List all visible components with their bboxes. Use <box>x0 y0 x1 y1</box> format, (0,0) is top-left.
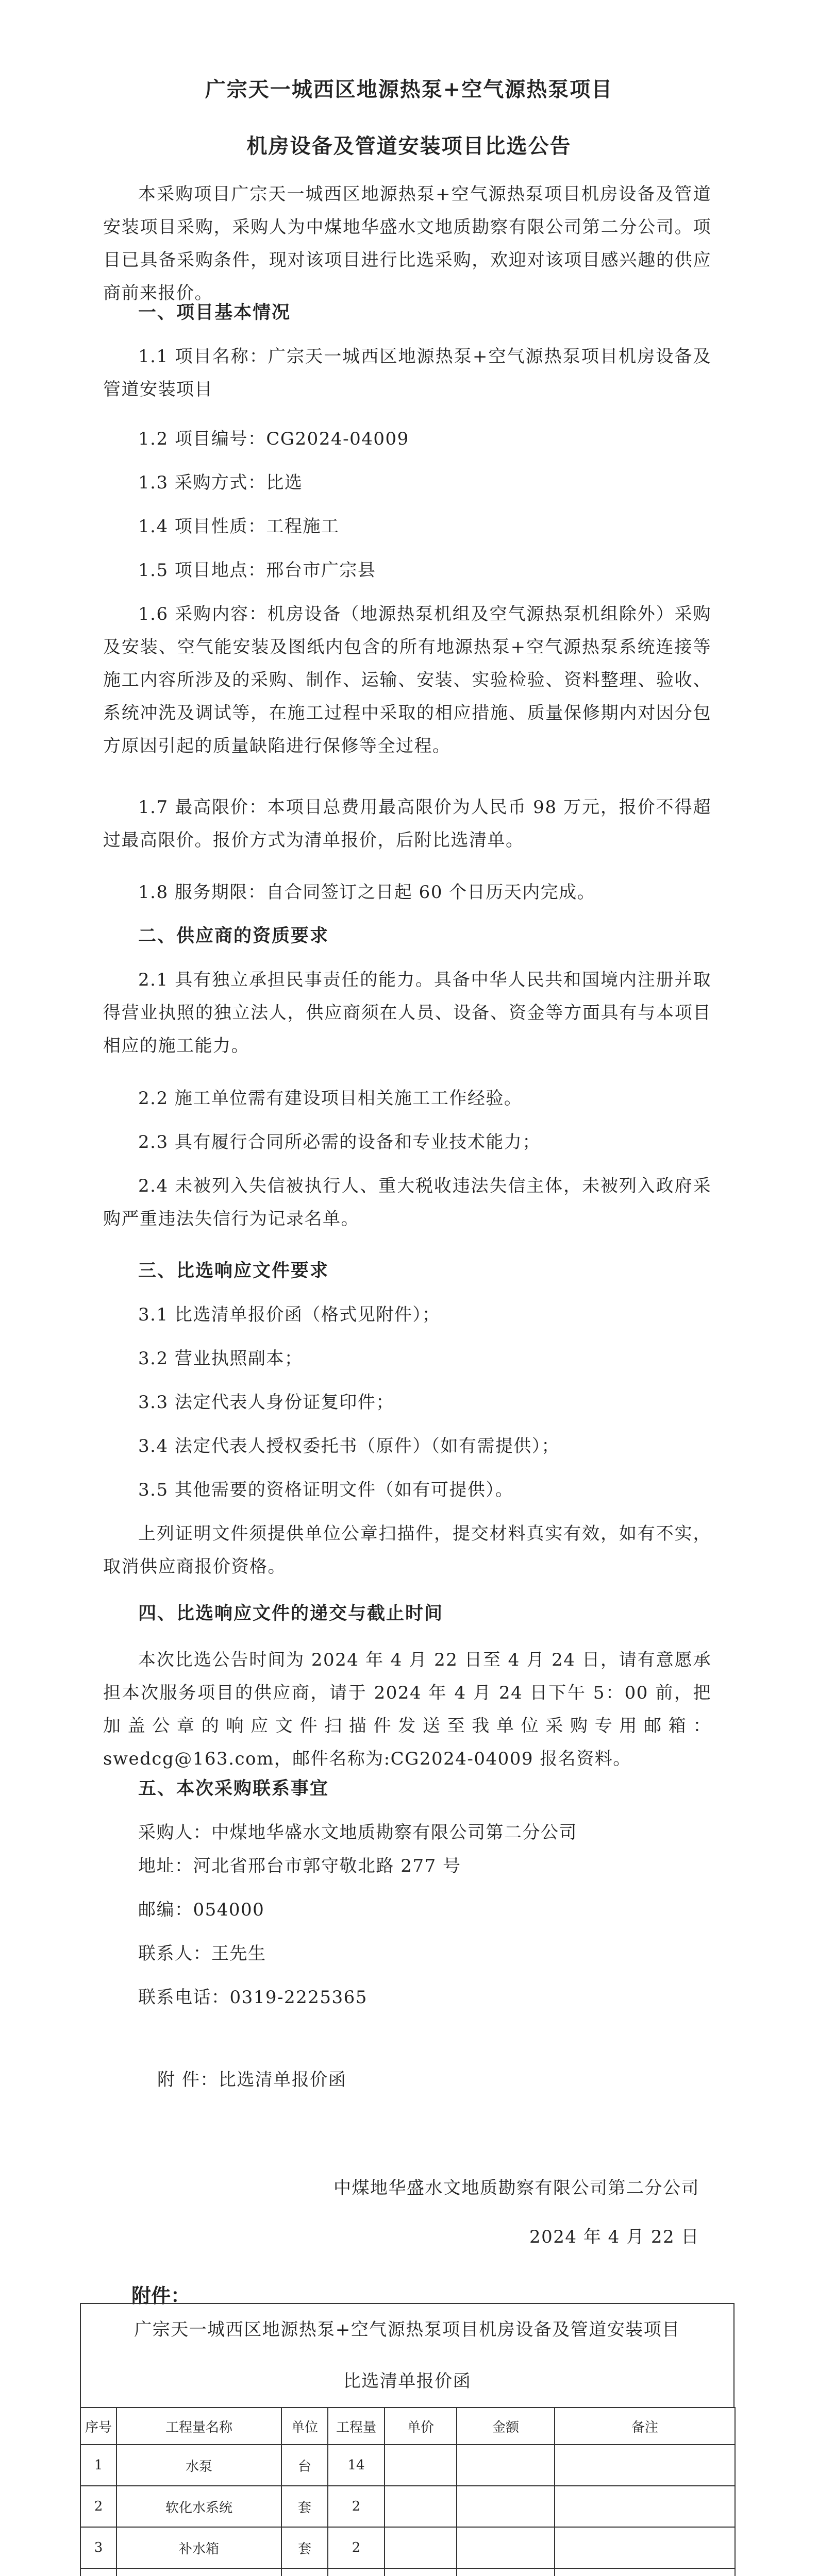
s3-item4: 3.4 法定代表人授权委托书（原件）（如有需提供）； <box>138 1436 560 1456</box>
table-cell: 水泵 <box>116 2445 281 2486</box>
attachment-label: 附件： <box>131 2284 191 2307</box>
s1-item7: 1.7 最高限价：本项目总费用最高限价为人民币 98 万元，报价不得超过最高限价。报价方式为清单报价，后附比选清单。 <box>103 797 711 851</box>
signature-company: 中煤地华盛水文地质勘察有限公司第二分公司 <box>333 2178 699 2198</box>
table-cell <box>457 2527 555 2568</box>
table-cell <box>555 2527 735 2568</box>
s1-item5: 1.5 项目地点：邢台市广宗县 <box>138 560 376 581</box>
s1-item1: 1.1 项目名称：广宗天一城西区地源热泵+空气源热泵项目机房设备及管道安装项目 <box>103 346 711 400</box>
table-cell <box>385 2568 457 2576</box>
s2-item2: 2.2 施工单位需有建设项目相关施工工作经验。 <box>138 1088 523 1109</box>
table-cell: 台 <box>281 2445 328 2486</box>
signature-date: 2024 年 4 月 22 日 <box>529 2227 699 2247</box>
table-cell: 3 <box>80 2527 116 2568</box>
quote-table-header-cell: 单位 <box>281 2408 328 2445</box>
quote-table-container <box>80 2303 734 2576</box>
section3-heading: 三、比选响应文件要求 <box>138 1260 329 1281</box>
quote-table-caption-line2: 比选清单报价函 <box>343 2371 472 2392</box>
s1-item4: 1.4 项目性质：工程施工 <box>138 516 340 537</box>
s5-buyer: 采购人：中煤地华盛水文地质勘察有限公司第二分公司 <box>138 1822 577 1843</box>
table-cell <box>457 2445 555 2486</box>
table-cell: 套 <box>281 2527 328 2568</box>
s1-item3: 1.3 采购方式：比选 <box>138 472 303 493</box>
s5-phone: 联系电话：0319-2225365 <box>138 1987 368 2008</box>
table-cell <box>116 2568 281 2576</box>
s2-item4: 2.4 未被列入失信被执行人、重大税收违法失信主体，未被列入政府采购严重违法失信行为记录名单。 <box>103 1176 711 1229</box>
table-cell <box>555 2445 735 2486</box>
table-cell: 软化水系统 <box>116 2486 281 2527</box>
s5-address: 地址：河北省邢台市郭守敬北路 277 号 <box>138 1856 461 1876</box>
s3-item1: 3.1 比选清单报价函（格式见附件）； <box>138 1304 441 1325</box>
s3-item5: 3.5 其他需要的资格证明文件（如有可提供）。 <box>138 1480 514 1500</box>
table-cell <box>555 2486 735 2527</box>
quote-table-header-row <box>80 2408 735 2445</box>
quote-table-header-cell: 金额 <box>457 2408 555 2445</box>
section2-heading: 二、供应商的资质要求 <box>138 925 329 946</box>
table-row <box>80 2527 735 2568</box>
table-row <box>80 2445 735 2486</box>
table-row <box>80 2486 735 2527</box>
table-cell: 14 <box>328 2445 385 2486</box>
s3-item3: 3.3 法定代表人身份证复印件； <box>138 1392 394 1413</box>
section5-heading: 五、本次采购联系事宜 <box>138 1778 329 1799</box>
section1-heading: 一、项目基本情况 <box>138 302 291 323</box>
s3-note: 上列证明文件须提供单位公章扫描件，提交材料真实有效，如有不实，取消供应商报价资格。 <box>103 1523 711 1577</box>
table-cell <box>385 2486 457 2527</box>
table-cell <box>555 2568 735 2576</box>
table-cell: 补水箱 <box>116 2527 281 2568</box>
quote-table-header-cell: 单价 <box>385 2408 457 2445</box>
table-cell: 2 <box>328 2486 385 2527</box>
table-cell: 2 <box>328 2527 385 2568</box>
document-title-line1: 广宗天一城西区地源热泵+空气源热泵项目 <box>205 77 613 101</box>
table-cell <box>328 2568 385 2576</box>
s3-item2: 3.2 营业执照副本； <box>138 1348 303 1369</box>
s1-item8: 1.8 服务期限：自合同签订之日起 60 个日历天内完成。 <box>138 882 596 903</box>
quote-table-header-cell: 工程量 <box>328 2408 385 2445</box>
intro-paragraph: 本采购项目广宗天一城西区地源热泵+空气源热泵项目机房设备及管道安装项目采购，采购人为中煤地华盛水文地质勘察有限公司第二分公司。项目已具备采购条件，现对该项目进行比选采购，欢迎对该项目感兴趣的供应商前来报价。 <box>103 184 711 303</box>
s1-item2: 1.2 项目编号：CG2024-04009 <box>138 429 409 449</box>
table-cell: 2 <box>80 2486 116 2527</box>
table-row <box>80 2568 735 2576</box>
s1-item6: 1.6 采购内容：机房设备（地源热泵机组及空气源热泵机组除外）采购及安装、空气能安装及图纸内包含的所有地源热泵+空气源热泵系统连接等施工内容所涉及的采购、制作、运输、安装、实验检验、资料整理、验收、系统冲洗及调试等，在施工过程中采取的相应措施、质量保修期内对因分包方原因引起的质量缺陷进行保修等全过程。 <box>103 604 711 756</box>
s2-item3: 2.3 具有履行合同所必需的设备和专业技术能力； <box>138 1132 541 1153</box>
s5-postcode: 邮编：054000 <box>138 1900 265 1920</box>
table-cell <box>385 2445 457 2486</box>
s4-text: 本次比选公告时间为 2024 年 4 月 22 日至 4 月 24 日，请有意愿承担本次服务项目的供应商，请于 2024 年 4 月 24 日下午 5：00 前，把加盖公章的响应文件扫描件发送至我单位采购专用邮箱：swedcg@163.com，邮件名称为:CG2024-04009 报名资料。 <box>103 1650 711 1769</box>
table-cell <box>80 2568 116 2576</box>
quote-table-caption <box>80 2303 734 2407</box>
quote-table <box>80 2407 736 2576</box>
table-cell <box>385 2527 457 2568</box>
quote-table-caption-line1: 广宗天一城西区地源热泵+空气源热泵项目机房设备及管道安装项目 <box>134 2319 680 2340</box>
quote-table-header-cell: 序号 <box>80 2408 116 2445</box>
quote-table-header-cell: 工程量名称 <box>116 2408 281 2445</box>
table-cell <box>281 2568 328 2576</box>
document-title-line2: 机房设备及管道安装项目比选公告 <box>246 134 572 158</box>
s5-contact: 联系人：王先生 <box>138 1943 266 1964</box>
table-cell: 套 <box>281 2486 328 2527</box>
table-cell <box>457 2486 555 2527</box>
table-cell <box>457 2568 555 2576</box>
s2-item1: 2.1 具有独立承担民事责任的能力。具备中华人民共和国境内注册并取得营业执照的独立法人，供应商须在人员、设备、资金等方面具有与本项目相应的施工能力。 <box>103 970 711 1056</box>
table-cell: 1 <box>80 2445 116 2486</box>
attachment-note: 附 件：比选清单报价函 <box>157 2070 347 2090</box>
quote-table-header-cell: 备注 <box>555 2408 735 2445</box>
section4-heading: 四、比选响应文件的递交与截止时间 <box>138 1603 444 1624</box>
